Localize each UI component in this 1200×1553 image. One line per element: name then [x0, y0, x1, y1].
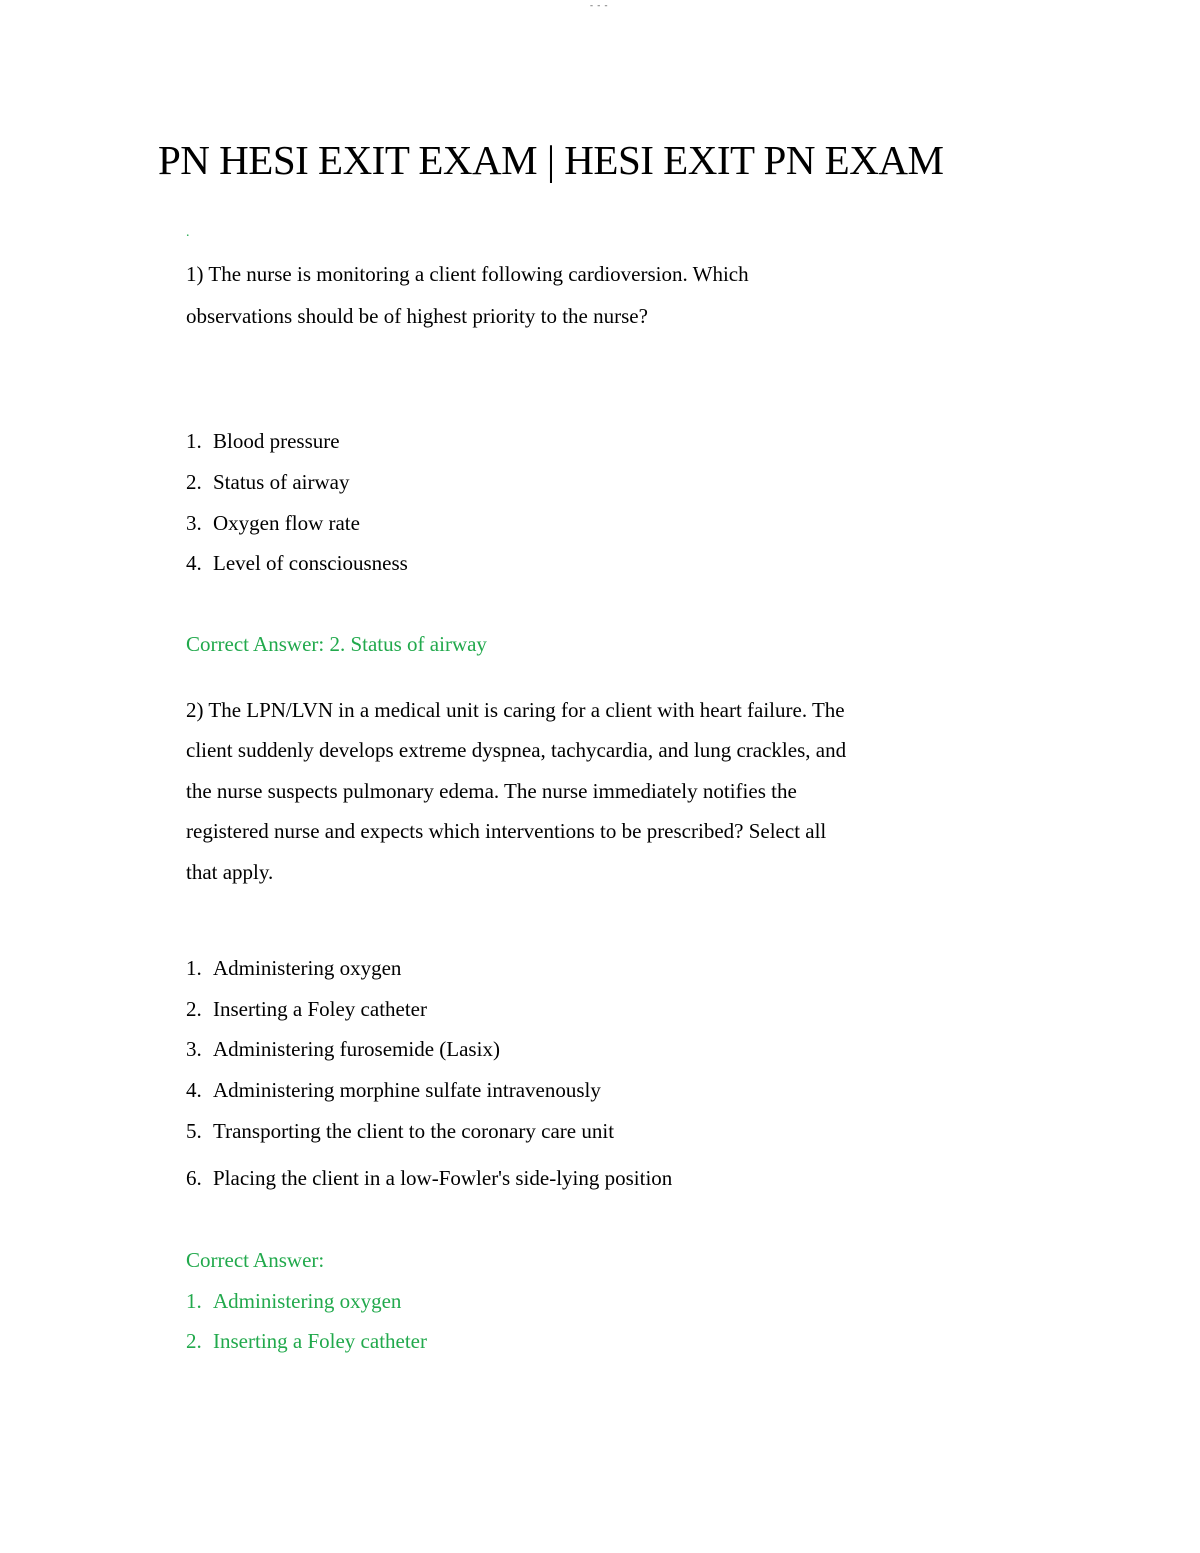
- option-number: 4.: [186, 1078, 202, 1102]
- question-2-option: [186, 956, 401, 980]
- option-number: 1.: [186, 956, 202, 980]
- option-number: 3.: [186, 511, 202, 535]
- question-2-option: [186, 1166, 672, 1190]
- option-number: 3.: [186, 1037, 202, 1061]
- question-1-line-1: 1) The nurse is monitoring a client following cardioversion. Which: [186, 262, 749, 286]
- option-number: 6.: [186, 1166, 202, 1190]
- option-text: Inserting a Foley catheter: [213, 997, 427, 1021]
- separator-dot: .: [186, 225, 190, 240]
- question-2-line-3: the nurse suspects pulmonary edema. The nurse immediately notifies the: [186, 779, 797, 803]
- question-1-correct-answer: Correct Answer: 2. Status of airway: [186, 632, 487, 656]
- answer-number: 1.: [186, 1289, 202, 1313]
- answer-text: Inserting a Foley catheter: [213, 1329, 427, 1353]
- question-2-line-4: registered nurse and expects which interventions to be prescribed? Select all: [186, 819, 827, 843]
- option-number: 2.: [186, 470, 202, 494]
- option-number: 2.: [186, 997, 202, 1021]
- question-2-line-5: that apply.: [186, 860, 274, 884]
- page-header-mark: - - -: [590, 0, 609, 10]
- option-number: 4.: [186, 551, 202, 575]
- question-2-line-1: 2) The LPN/LVN in a medical unit is caring for a client with heart failure. The: [186, 698, 845, 722]
- option-text: Placing the client in a low-Fowler's side-lying position: [213, 1166, 673, 1190]
- option-number: 5.: [186, 1119, 202, 1143]
- question-1-option: [186, 551, 408, 575]
- question-2-option: [186, 1078, 601, 1102]
- option-number: 1.: [186, 429, 202, 453]
- question-2-line-2: client suddenly develops extreme dyspnea, tachycardia, and lung crackles, and: [186, 738, 847, 762]
- option-text: Status of airway: [213, 470, 350, 494]
- question-2-option: [186, 1119, 614, 1143]
- question-2-correct-answer-item: [186, 1289, 401, 1313]
- answer-number: 2.: [186, 1329, 202, 1353]
- question-2-correct-answer-label: Correct Answer:: [186, 1248, 325, 1272]
- option-text: Administering furosemide (Lasix): [213, 1037, 500, 1061]
- question-1-option: [186, 511, 360, 535]
- option-text: Administering oxygen: [213, 956, 402, 980]
- question-2-option: [186, 1037, 500, 1061]
- answer-text: Administering oxygen: [213, 1289, 402, 1313]
- option-text: Blood pressure: [213, 429, 340, 453]
- option-text: Oxygen flow rate: [213, 511, 360, 535]
- option-text: Administering morphine sulfate intravenously: [213, 1078, 601, 1102]
- question-1-option: [186, 429, 340, 453]
- document-title: PN HESI EXIT EXAM | HESI EXIT PN EXAM: [158, 137, 944, 183]
- option-text: Level of consciousness: [213, 551, 408, 575]
- question-2-option: [186, 997, 427, 1021]
- question-2-correct-answer-item: [186, 1329, 427, 1353]
- option-text: Transporting the client to the coronary care unit: [213, 1119, 615, 1143]
- question-1-line-2: observations should be of highest priority to the nurse?: [186, 304, 648, 328]
- question-1-option: [186, 470, 349, 494]
